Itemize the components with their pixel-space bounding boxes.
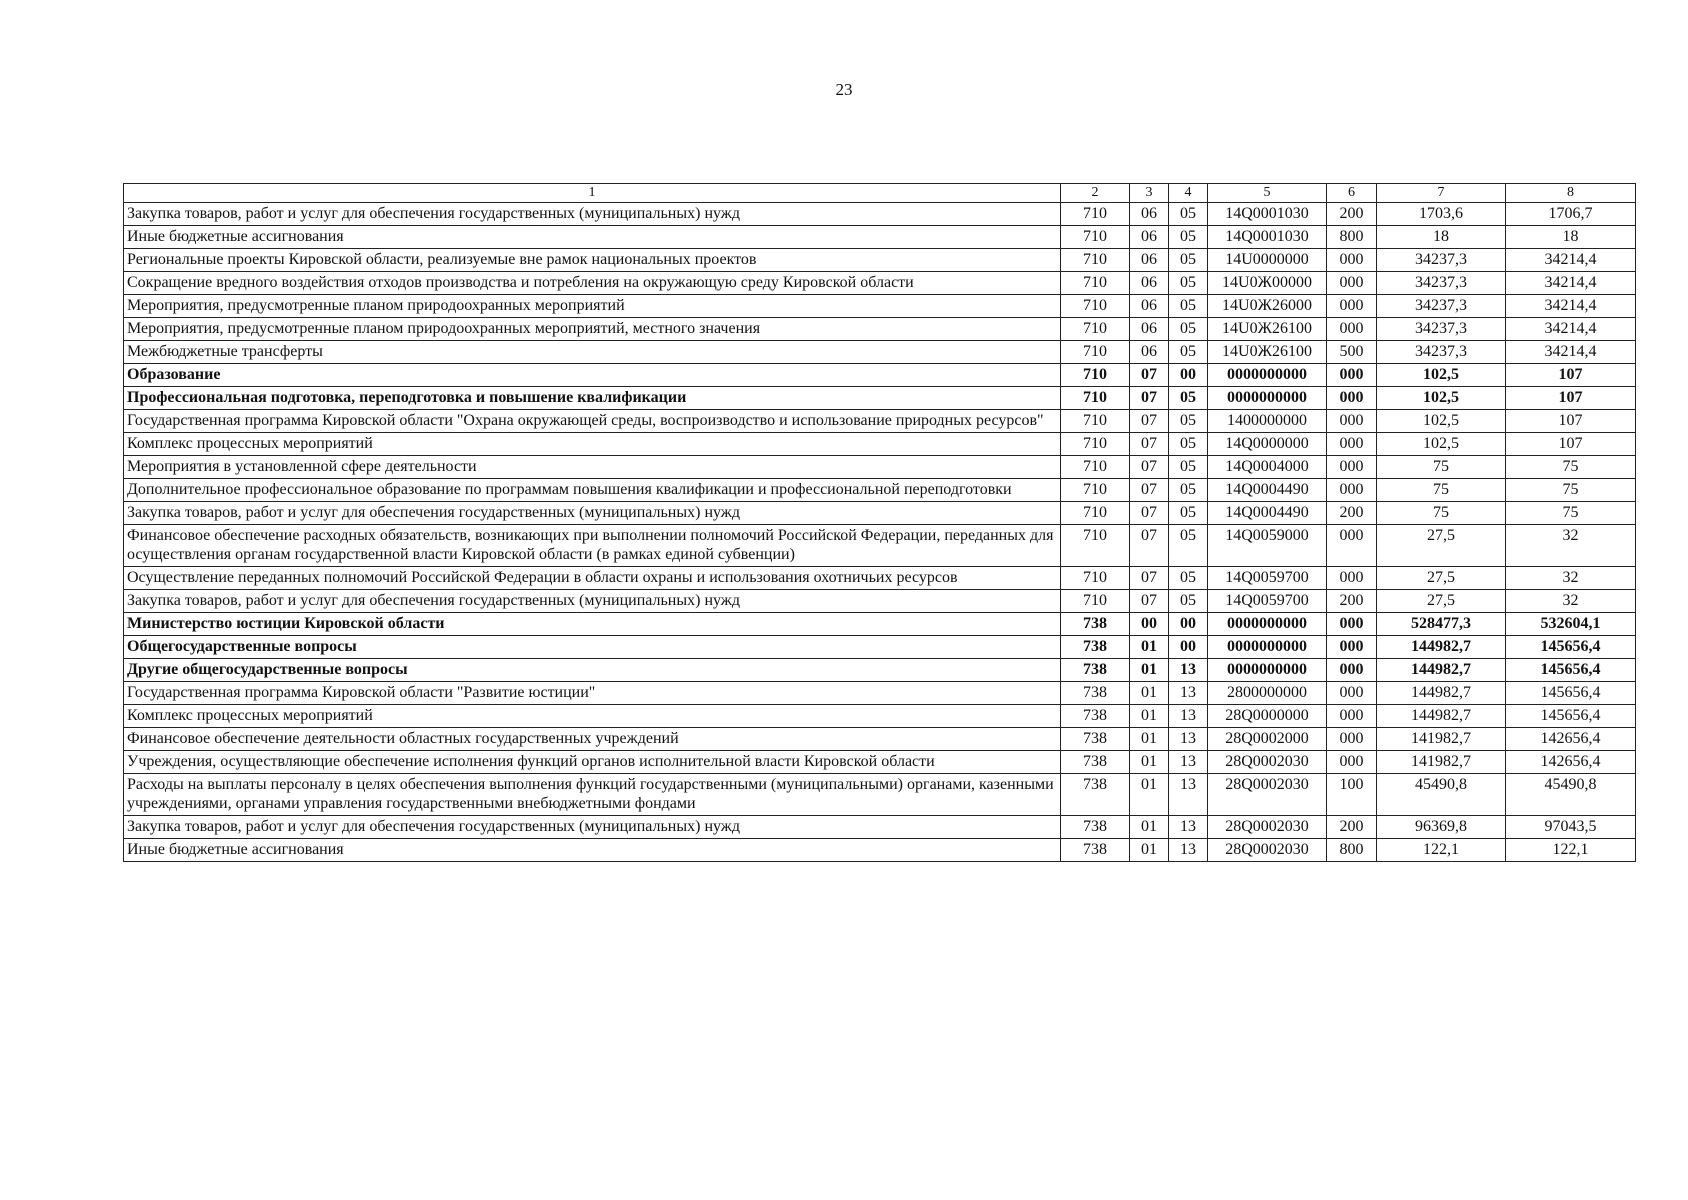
row-value-year2: 34214,4 [1506, 249, 1636, 272]
row-value-year2: 145656,4 [1506, 705, 1636, 728]
row-code-subsection: 05 [1169, 295, 1208, 318]
row-code-main: 710 [1061, 410, 1130, 433]
row-code-expense: 800 [1327, 226, 1377, 249]
row-code-expense: 000 [1327, 249, 1377, 272]
row-name: Образование [124, 364, 1061, 387]
row-code-target: 1400000000 [1208, 410, 1327, 433]
table-row [124, 567, 1636, 590]
table-row [124, 203, 1636, 226]
row-name: Расходы на выплаты персоналу в целях обеспечения выполнения функций государственными (муниципальными) органами, казенными учреждениями, органами управления государственными внебюджетными фондами [124, 774, 1061, 816]
row-value-year2: 32 [1506, 567, 1636, 590]
table-row [124, 525, 1636, 567]
row-code-target: 14Q0000000 [1208, 433, 1327, 456]
row-value-year2: 1706,7 [1506, 203, 1636, 226]
row-code-target: 28Q0002030 [1208, 751, 1327, 774]
row-value-year2: 145656,4 [1506, 682, 1636, 705]
row-value-year2: 45490,8 [1506, 774, 1636, 816]
row-code-subsection: 00 [1169, 364, 1208, 387]
row-code-expense: 100 [1327, 774, 1377, 816]
table-row [124, 226, 1636, 249]
row-code-main: 710 [1061, 479, 1130, 502]
row-code-target: 14Q0004490 [1208, 479, 1327, 502]
row-code-expense: 000 [1327, 364, 1377, 387]
row-code-target: 14U0Ж26000 [1208, 295, 1327, 318]
row-value-year2: 34214,4 [1506, 295, 1636, 318]
table-row [124, 636, 1636, 659]
row-value-year1: 27,5 [1377, 525, 1506, 567]
row-name: Межбюджетные трансферты [124, 341, 1061, 364]
row-code-section: 07 [1130, 433, 1169, 456]
row-code-section: 07 [1130, 502, 1169, 525]
column-header: 4 [1169, 184, 1208, 203]
row-code-target: 28Q0002030 [1208, 839, 1327, 862]
row-code-target: 14Q0059700 [1208, 590, 1327, 613]
row-code-target: 28Q0002030 [1208, 774, 1327, 816]
table-row [124, 590, 1636, 613]
row-code-section: 07 [1130, 387, 1169, 410]
table-row [124, 728, 1636, 751]
row-value-year2: 75 [1506, 456, 1636, 479]
row-code-expense: 000 [1327, 433, 1377, 456]
row-value-year2: 142656,4 [1506, 728, 1636, 751]
row-code-expense: 000 [1327, 387, 1377, 410]
row-code-subsection: 13 [1169, 839, 1208, 862]
row-code-target: 0000000000 [1208, 387, 1327, 410]
row-code-subsection: 05 [1169, 590, 1208, 613]
row-code-main: 710 [1061, 226, 1130, 249]
row-code-section: 07 [1130, 456, 1169, 479]
row-code-section: 06 [1130, 226, 1169, 249]
row-name: Государственная программа Кировской области "Охрана окружающей среды, воспроизводство и использование природных ресурсов" [124, 410, 1061, 433]
row-code-main: 710 [1061, 203, 1130, 226]
row-code-section: 01 [1130, 728, 1169, 751]
row-code-expense: 000 [1327, 659, 1377, 682]
row-code-expense: 000 [1327, 525, 1377, 567]
row-code-subsection: 00 [1169, 636, 1208, 659]
row-code-subsection: 05 [1169, 203, 1208, 226]
row-value-year1: 102,5 [1377, 387, 1506, 410]
row-name: Региональные проекты Кировской области, реализуемые вне рамок национальных проектов [124, 249, 1061, 272]
row-value-year2: 34214,4 [1506, 318, 1636, 341]
row-value-year1: 34237,3 [1377, 318, 1506, 341]
row-value-year1: 45490,8 [1377, 774, 1506, 816]
row-code-expense: 000 [1327, 751, 1377, 774]
row-value-year1: 75 [1377, 456, 1506, 479]
row-value-year2: 107 [1506, 433, 1636, 456]
row-code-main: 738 [1061, 816, 1130, 839]
row-code-main: 710 [1061, 456, 1130, 479]
table-row [124, 364, 1636, 387]
table-row [124, 272, 1636, 295]
column-header: 7 [1377, 184, 1506, 203]
row-name: Сокращение вредного воздействия отходов производства и потребления на окружающую среду Кировской области [124, 272, 1061, 295]
table-row [124, 682, 1636, 705]
table-row [124, 659, 1636, 682]
table-row [124, 341, 1636, 364]
row-value-year2: 32 [1506, 590, 1636, 613]
row-value-year2: 145656,4 [1506, 659, 1636, 682]
row-code-target: 0000000000 [1208, 613, 1327, 636]
row-code-subsection: 13 [1169, 774, 1208, 816]
row-code-main: 710 [1061, 341, 1130, 364]
row-code-expense: 800 [1327, 839, 1377, 862]
row-code-target: 28Q0002000 [1208, 728, 1327, 751]
row-value-year1: 27,5 [1377, 590, 1506, 613]
row-code-expense: 000 [1327, 567, 1377, 590]
row-code-expense: 200 [1327, 590, 1377, 613]
row-value-year2: 34214,4 [1506, 272, 1636, 295]
row-value-year1: 141982,7 [1377, 751, 1506, 774]
row-code-main: 710 [1061, 502, 1130, 525]
row-value-year1: 34237,3 [1377, 295, 1506, 318]
row-value-year1: 102,5 [1377, 410, 1506, 433]
row-value-year1: 75 [1377, 479, 1506, 502]
row-code-target: 0000000000 [1208, 364, 1327, 387]
row-value-year2: 18 [1506, 226, 1636, 249]
table-row [124, 433, 1636, 456]
row-code-section: 06 [1130, 341, 1169, 364]
row-name: Иные бюджетные ассигнования [124, 226, 1061, 249]
row-value-year1: 144982,7 [1377, 659, 1506, 682]
table-row [124, 613, 1636, 636]
row-value-year2: 145656,4 [1506, 636, 1636, 659]
row-code-main: 738 [1061, 728, 1130, 751]
row-code-subsection: 05 [1169, 318, 1208, 341]
row-code-subsection: 05 [1169, 479, 1208, 502]
row-code-main: 738 [1061, 659, 1130, 682]
row-value-year1: 141982,7 [1377, 728, 1506, 751]
row-code-section: 07 [1130, 410, 1169, 433]
row-code-main: 738 [1061, 774, 1130, 816]
row-value-year2: 107 [1506, 364, 1636, 387]
row-value-year1: 18 [1377, 226, 1506, 249]
budget-table [123, 183, 1636, 862]
row-code-section: 07 [1130, 479, 1169, 502]
table-header-row [124, 184, 1636, 203]
row-name: Финансовое обеспечение расходных обязательств, возникающих при выполнении полномочий Российской Федерации, переданных для осуществления органам государственной власти Кировской области (в рамках единой субвенции) [124, 525, 1061, 567]
table-row [124, 816, 1636, 839]
row-code-subsection: 05 [1169, 525, 1208, 567]
row-code-subsection: 05 [1169, 502, 1208, 525]
row-code-subsection: 00 [1169, 613, 1208, 636]
row-code-main: 710 [1061, 433, 1130, 456]
row-code-subsection: 13 [1169, 751, 1208, 774]
row-name: Закупка товаров, работ и услуг для обеспечения государственных (муниципальных) нужд [124, 502, 1061, 525]
row-value-year1: 144982,7 [1377, 682, 1506, 705]
table-row [124, 410, 1636, 433]
row-value-year1: 96369,8 [1377, 816, 1506, 839]
row-code-main: 710 [1061, 525, 1130, 567]
row-value-year2: 32 [1506, 525, 1636, 567]
row-code-section: 07 [1130, 525, 1169, 567]
row-code-target: 28Q0002030 [1208, 816, 1327, 839]
column-header: 3 [1130, 184, 1169, 203]
row-code-section: 01 [1130, 682, 1169, 705]
row-value-year2: 107 [1506, 410, 1636, 433]
row-code-subsection: 13 [1169, 705, 1208, 728]
row-code-expense: 000 [1327, 728, 1377, 751]
row-code-section: 01 [1130, 816, 1169, 839]
row-code-target: 28Q0000000 [1208, 705, 1327, 728]
row-code-expense: 500 [1327, 341, 1377, 364]
row-code-target: 14Q0001030 [1208, 203, 1327, 226]
row-code-expense: 200 [1327, 203, 1377, 226]
row-code-section: 01 [1130, 751, 1169, 774]
row-name: Комплекс процессных мероприятий [124, 705, 1061, 728]
row-name: Осуществление переданных полномочий Российской Федерации в области охраны и использования охотничьих ресурсов [124, 567, 1061, 590]
row-name: Мероприятия в установленной сфере деятельности [124, 456, 1061, 479]
column-header: 1 [124, 184, 1061, 203]
row-code-main: 738 [1061, 636, 1130, 659]
table-row [124, 456, 1636, 479]
row-name: Мероприятия, предусмотренные планом природоохранных мероприятий [124, 295, 1061, 318]
row-name: Закупка товаров, работ и услуг для обеспечения государственных (муниципальных) нужд [124, 816, 1061, 839]
row-code-expense: 000 [1327, 479, 1377, 502]
column-header: 6 [1327, 184, 1377, 203]
row-code-subsection: 05 [1169, 226, 1208, 249]
row-code-target: 14Q0001030 [1208, 226, 1327, 249]
row-code-target: 0000000000 [1208, 659, 1327, 682]
row-value-year1: 144982,7 [1377, 636, 1506, 659]
row-value-year2: 107 [1506, 387, 1636, 410]
row-code-target: 14U0000000 [1208, 249, 1327, 272]
row-code-main: 710 [1061, 295, 1130, 318]
table-row [124, 705, 1636, 728]
row-name: Государственная программа Кировской области "Развитие юстиции" [124, 682, 1061, 705]
row-code-section: 06 [1130, 272, 1169, 295]
row-code-main: 710 [1061, 387, 1130, 410]
row-name: Мероприятия, предусмотренные планом природоохранных мероприятий, местного значения [124, 318, 1061, 341]
row-name: Министерство юстиции Кировской области [124, 613, 1061, 636]
row-value-year1: 75 [1377, 502, 1506, 525]
table-body [124, 203, 1636, 862]
row-code-section: 06 [1130, 295, 1169, 318]
row-code-target: 14U0Ж00000 [1208, 272, 1327, 295]
row-name: Общегосударственные вопросы [124, 636, 1061, 659]
table-row [124, 387, 1636, 410]
row-code-section: 07 [1130, 364, 1169, 387]
row-value-year1: 122,1 [1377, 839, 1506, 862]
row-code-subsection: 05 [1169, 249, 1208, 272]
row-value-year2: 122,1 [1506, 839, 1636, 862]
row-code-section: 01 [1130, 659, 1169, 682]
row-code-main: 710 [1061, 567, 1130, 590]
page-number: 23 [835, 80, 853, 99]
row-code-target: 14U0Ж26100 [1208, 318, 1327, 341]
row-code-target: 14U0Ж26100 [1208, 341, 1327, 364]
row-code-expense: 200 [1327, 502, 1377, 525]
row-code-section: 01 [1130, 636, 1169, 659]
row-code-section: 01 [1130, 705, 1169, 728]
row-code-subsection: 05 [1169, 433, 1208, 456]
row-value-year2: 532604,1 [1506, 613, 1636, 636]
column-header: 8 [1506, 184, 1636, 203]
row-code-subsection: 05 [1169, 387, 1208, 410]
row-code-main: 738 [1061, 839, 1130, 862]
row-value-year1: 1703,6 [1377, 203, 1506, 226]
row-code-section: 06 [1130, 318, 1169, 341]
row-code-expense: 000 [1327, 272, 1377, 295]
table-row [124, 318, 1636, 341]
row-value-year1: 34237,3 [1377, 341, 1506, 364]
row-code-subsection: 13 [1169, 659, 1208, 682]
row-code-section: 07 [1130, 567, 1169, 590]
table-row [124, 774, 1636, 816]
row-code-main: 710 [1061, 249, 1130, 272]
row-code-main: 738 [1061, 682, 1130, 705]
row-code-subsection: 05 [1169, 272, 1208, 295]
row-value-year1: 34237,3 [1377, 272, 1506, 295]
row-name: Профессиональная подготовка, переподготовка и повышение квалификации [124, 387, 1061, 410]
row-code-expense: 000 [1327, 318, 1377, 341]
row-code-expense: 000 [1327, 636, 1377, 659]
row-value-year1: 102,5 [1377, 433, 1506, 456]
row-code-section: 06 [1130, 249, 1169, 272]
row-value-year1: 27,5 [1377, 567, 1506, 590]
table-row [124, 839, 1636, 862]
row-name: Дополнительное профессиональное образование по программам повышения квалификации и профессиональной переподготовки [124, 479, 1061, 502]
row-code-section: 01 [1130, 774, 1169, 816]
row-code-expense: 000 [1327, 456, 1377, 479]
row-value-year1: 102,5 [1377, 364, 1506, 387]
row-code-subsection: 05 [1169, 456, 1208, 479]
table-row [124, 751, 1636, 774]
row-code-main: 710 [1061, 590, 1130, 613]
column-header: 5 [1208, 184, 1327, 203]
row-code-subsection: 13 [1169, 728, 1208, 751]
row-code-target: 0000000000 [1208, 636, 1327, 659]
row-code-subsection: 13 [1169, 682, 1208, 705]
row-code-subsection: 13 [1169, 816, 1208, 839]
row-code-target: 14Q0004490 [1208, 502, 1327, 525]
row-code-subsection: 05 [1169, 410, 1208, 433]
row-code-target: 2800000000 [1208, 682, 1327, 705]
row-code-target: 14Q0059700 [1208, 567, 1327, 590]
row-value-year2: 142656,4 [1506, 751, 1636, 774]
row-code-main: 710 [1061, 364, 1130, 387]
row-value-year2: 97043,5 [1506, 816, 1636, 839]
table-row [124, 479, 1636, 502]
row-value-year1: 144982,7 [1377, 705, 1506, 728]
row-code-expense: 000 [1327, 410, 1377, 433]
row-code-main: 710 [1061, 272, 1130, 295]
row-name: Закупка товаров, работ и услуг для обеспечения государственных (муниципальных) нужд [124, 203, 1061, 226]
row-value-year2: 75 [1506, 502, 1636, 525]
row-code-subsection: 05 [1169, 567, 1208, 590]
row-code-target: 14Q0004000 [1208, 456, 1327, 479]
row-code-section: 00 [1130, 613, 1169, 636]
row-code-section: 07 [1130, 590, 1169, 613]
row-name: Учреждения, осуществляющие обеспечение исполнения функций органов исполнительной власти Кировской области [124, 751, 1061, 774]
column-header: 2 [1061, 184, 1130, 203]
row-value-year1: 34237,3 [1377, 249, 1506, 272]
table-row [124, 502, 1636, 525]
row-name: Иные бюджетные ассигнования [124, 839, 1061, 862]
row-code-expense: 000 [1327, 705, 1377, 728]
row-value-year1: 528477,3 [1377, 613, 1506, 636]
row-code-section: 06 [1130, 203, 1169, 226]
row-code-section: 01 [1130, 839, 1169, 862]
row-code-main: 738 [1061, 705, 1130, 728]
row-name: Другие общегосударственные вопросы [124, 659, 1061, 682]
row-value-year2: 75 [1506, 479, 1636, 502]
row-code-target: 14Q0059000 [1208, 525, 1327, 567]
row-code-expense: 200 [1327, 816, 1377, 839]
row-code-main: 738 [1061, 751, 1130, 774]
row-name: Закупка товаров, работ и услуг для обеспечения государственных (муниципальных) нужд [124, 590, 1061, 613]
row-code-main: 738 [1061, 613, 1130, 636]
row-code-expense: 000 [1327, 682, 1377, 705]
table-row [124, 249, 1636, 272]
row-name: Комплекс процессных мероприятий [124, 433, 1061, 456]
row-code-subsection: 05 [1169, 341, 1208, 364]
row-name: Финансовое обеспечение деятельности областных государственных учреждений [124, 728, 1061, 751]
row-code-main: 710 [1061, 318, 1130, 341]
row-value-year2: 34214,4 [1506, 341, 1636, 364]
row-code-expense: 000 [1327, 613, 1377, 636]
row-code-expense: 000 [1327, 295, 1377, 318]
table-row [124, 295, 1636, 318]
